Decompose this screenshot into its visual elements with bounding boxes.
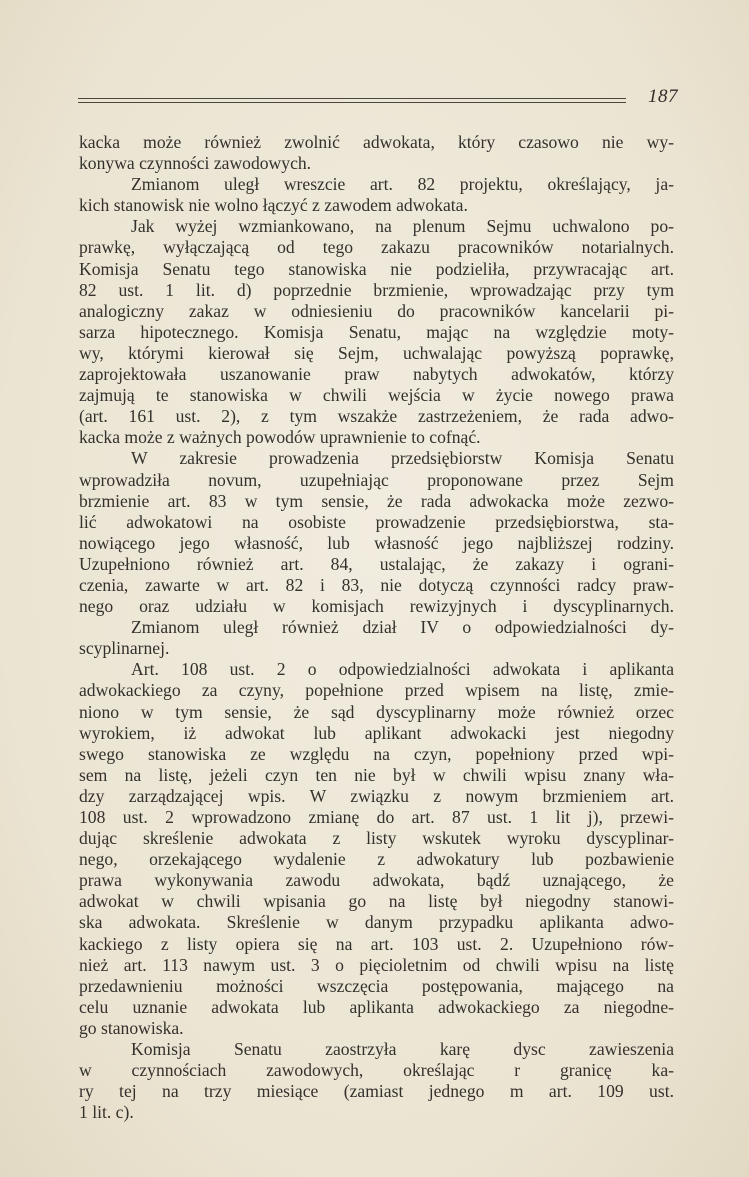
text-line: nego oraz udziału w komisjach rewizyjnych i dyscyplinarnych. (79, 596, 674, 617)
text-line: niono w tym sensie, że sąd dyscyplinarny może również orzec (79, 701, 674, 722)
text-line: dzy zarządzającej wpis. W związku z nowym brzmieniem art. (79, 785, 674, 806)
text-line: Komisja Senatu zaostrzyła karę dysc zawieszenia (131, 1039, 674, 1060)
page-number: 187 (648, 86, 678, 107)
text-line: zajmują te stanowiska w chwili wejścia w życie nowego prawa (79, 385, 674, 406)
text-line: scyplinarnej. (79, 638, 170, 659)
text-line: Zmianom uległ wreszcie art. 82 projektu, określający, ja- (131, 174, 674, 195)
text-line: wy, którymi kierował się Sejm, uchwalając powyższą poprawkę, (79, 342, 674, 363)
text-line: wyrokiem, iż adwokat lub aplikant adwokacki jest niegodny (79, 722, 674, 743)
text-line: ry tej na trzy miesiące (zamiast jednego m art. 109 ust. (79, 1081, 674, 1102)
text-line: w czynnościach zawodowych, określając r granicę ka- (79, 1060, 674, 1081)
text-line: swego stanowiska ze względu na czyn, popełniony przed wpi- (79, 743, 674, 764)
text-line: prawa wykonywania zawodu adwokata, bądź uznającego, że (79, 870, 674, 891)
body-text (79, 132, 674, 1123)
header-rule-bottom (78, 102, 626, 103)
text-line: przedawnieniu możności wszczęcia postępowania, mającego na (79, 975, 674, 996)
text-line: 1 lit. c). (79, 1102, 134, 1123)
text-line: 108 ust. 2 wprowadzono zmianę do art. 87 ust. 1 lit j), przewi- (79, 807, 674, 827)
text-line: czenia, zawarte w art. 82 i 83, nie dotyczą czynności radcy praw- (79, 574, 674, 595)
text-line: konywa czynności zawodowych. (79, 153, 312, 174)
text-line: kackiego z listy opiera się na art. 103 ust. 2. Uzupełniono rów- (79, 933, 674, 954)
text-line: ska adwokata. Skreślenie w danym przypadku aplikanta adwo- (79, 912, 674, 933)
text-line: adwokackiego za czyny, popełnione przed wpisem na listę, zmie- (79, 680, 674, 701)
text-line: nież art. 113 nawym ust. 3 o pięcioletnim od chwili wpisu na listę (79, 954, 674, 975)
text-line: wprowadziła novum, uzupełniając proponowane przez Sejm (79, 469, 674, 490)
text-line: nego, orzekającego wydalenie z adwokatury lub pozbawienie (79, 849, 674, 870)
text-line: kacka może z ważnych powodów uprawnienie to cofnąć. (79, 427, 481, 448)
text-line: sem na listę, jeżeli czyn ten nie był w chwili wpisu znany wła- (79, 764, 674, 785)
text-line: kacka może również zwolnić adwokata, który czasowo nie wy- (79, 132, 674, 152)
text-line: prawkę, wyłączającą od tego zakazu pracowników notarialnych. (79, 237, 674, 258)
text-line: 82 ust. 1 lit. d) poprzednie brzmienie, wprowadzając przy tym (79, 279, 674, 300)
text-line: dując skreślenie adwokata z listy wskutek wyroku dyscyplinar- (79, 828, 674, 849)
text-line: nowiącego jego własność, lub własność jego najbliższej rodziny. (79, 532, 674, 553)
text-line: Art. 108 ust. 2 o odpowiedzialności adwokata i aplikanta (131, 659, 674, 680)
text-line: W zakresie prowadzenia przedsiębiorstw Komisja Senatu (131, 448, 674, 469)
header-rule-top (78, 98, 626, 99)
text-line: analogiczny zakaz w odniesieniu do pracowników kancelarii pi- (79, 300, 674, 321)
text-line: Uzupełniono również art. 84, ustalając, że zakazy i ograni- (79, 553, 674, 574)
text-line: sarza hipotecznego. Komisja Senatu, mając na względzie moty- (79, 321, 674, 342)
text-line: brzmienie art. 83 w tym sensie, że rada adwokacka może zezwo- (79, 490, 674, 511)
text-line: adwokat w chwili wpisania go na listę był niegodny stanowi- (79, 891, 674, 912)
text-line: zaprojektowała uszanowanie praw nabytych adwokatów, którzy (79, 364, 674, 385)
text-line: Komisja Senatu tego stanowiska nie podzieliła, przywracając art. (79, 258, 674, 279)
text-line: go stanowiska. (79, 1017, 184, 1038)
page-header (78, 88, 678, 112)
text-line: Zmianom uległ również dział IV o odpowiedzialności dy- (131, 617, 674, 638)
text-line: celu uznanie adwokata lub aplikanta adwokackiego za niegodne- (79, 996, 674, 1017)
text-line: (art. 161 ust. 2), z tym wszakże zastrzeżeniem, że rada adwo- (79, 406, 674, 427)
text-line: lić adwokatowi na osobiste prowadzenie przedsiębiorstwa, sta- (79, 511, 674, 532)
text-line: kich stanowisk nie wolno łączyć z zawodem adwokata. (79, 195, 468, 216)
text-line: Jak wyżej wzmiankowano, na plenum Sejmu uchwalono po- (131, 216, 674, 237)
